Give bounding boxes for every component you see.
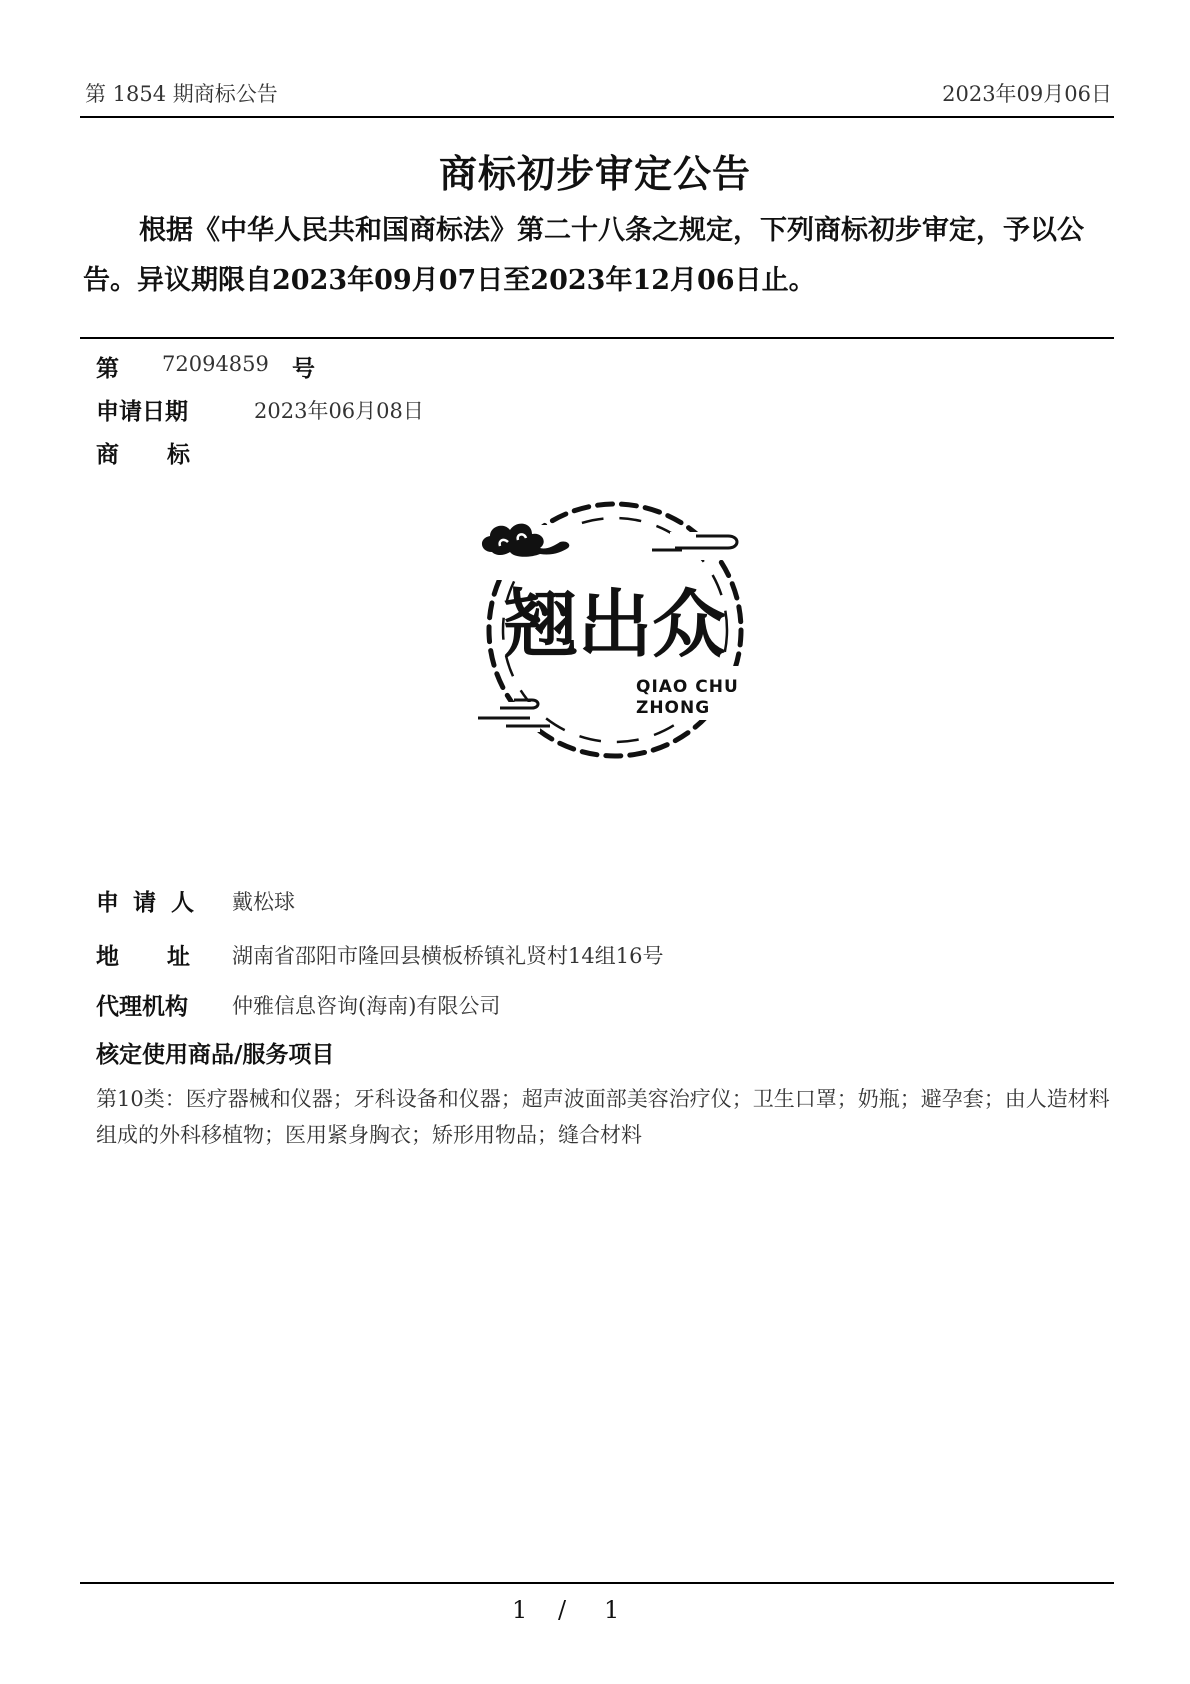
address-label-1: 地 — [96, 943, 119, 970]
header-rule — [80, 116, 1114, 118]
applicant-label-2: 请 — [133, 889, 156, 916]
application-date-value: 2023年06月08日 — [254, 399, 424, 423]
intro-rule — [80, 337, 1114, 339]
footer-rule — [80, 1582, 1114, 1584]
logo-chinese-text: 翘出众 — [504, 582, 726, 668]
intro-paragraph — [83, 206, 1113, 306]
application-date-label: 申请日期 — [96, 398, 188, 425]
page-separator: / — [558, 1596, 567, 1624]
issue-number: 第 1854 期商标公告 — [85, 82, 278, 106]
address-value: 湖南省邵阳市隆回县横板桥镇礼贤村14组16号 — [232, 944, 664, 968]
trademark-label-2: 标 — [167, 441, 190, 468]
page-total: 1 — [604, 1596, 620, 1624]
registration-number: 72094859 — [162, 352, 269, 376]
number-prefix: 第 — [96, 355, 119, 382]
applicant-label-3: 人 — [171, 889, 194, 916]
agent-label: 代理机构 — [96, 993, 188, 1020]
address-label-2: 址 — [167, 943, 190, 970]
goods-list: 第10类：医疗器械和仪器；牙科设备和仪器；超声波面部美容治疗仪；卫生口罩；奶瓶；避孕套；由人造材料组成的外科移植物；医用紧身胸衣；矫形用物品；缝合材料 — [96, 1087, 1110, 1147]
intro-text: 根据《中华人民共和国商标法》第二十八条之规定，下列商标初步审定，予以公告。异议期限自2023年09月07日至2023年12月06日止。 — [83, 215, 1084, 296]
applicant-label-1: 申 — [96, 889, 119, 916]
number-suffix: 号 — [292, 355, 315, 382]
page-current: 1 — [512, 1596, 528, 1624]
applicant-value: 戴松球 — [232, 890, 295, 914]
trademark-label-1: 商 — [96, 441, 119, 468]
trademark-logo — [470, 490, 760, 770]
logo-pinyin-line-2: ZHONG — [636, 698, 711, 718]
goods-label: 核定使用商品/服务项目 — [96, 1041, 335, 1068]
page-title: 商标初步审定公告 — [438, 151, 751, 196]
agent-value: 仲雅信息咨询(海南)有限公司 — [232, 994, 501, 1018]
logo-pinyin-line-1: QIAO CHU — [636, 677, 739, 697]
issue-date: 2023年09月06日 — [942, 82, 1112, 106]
